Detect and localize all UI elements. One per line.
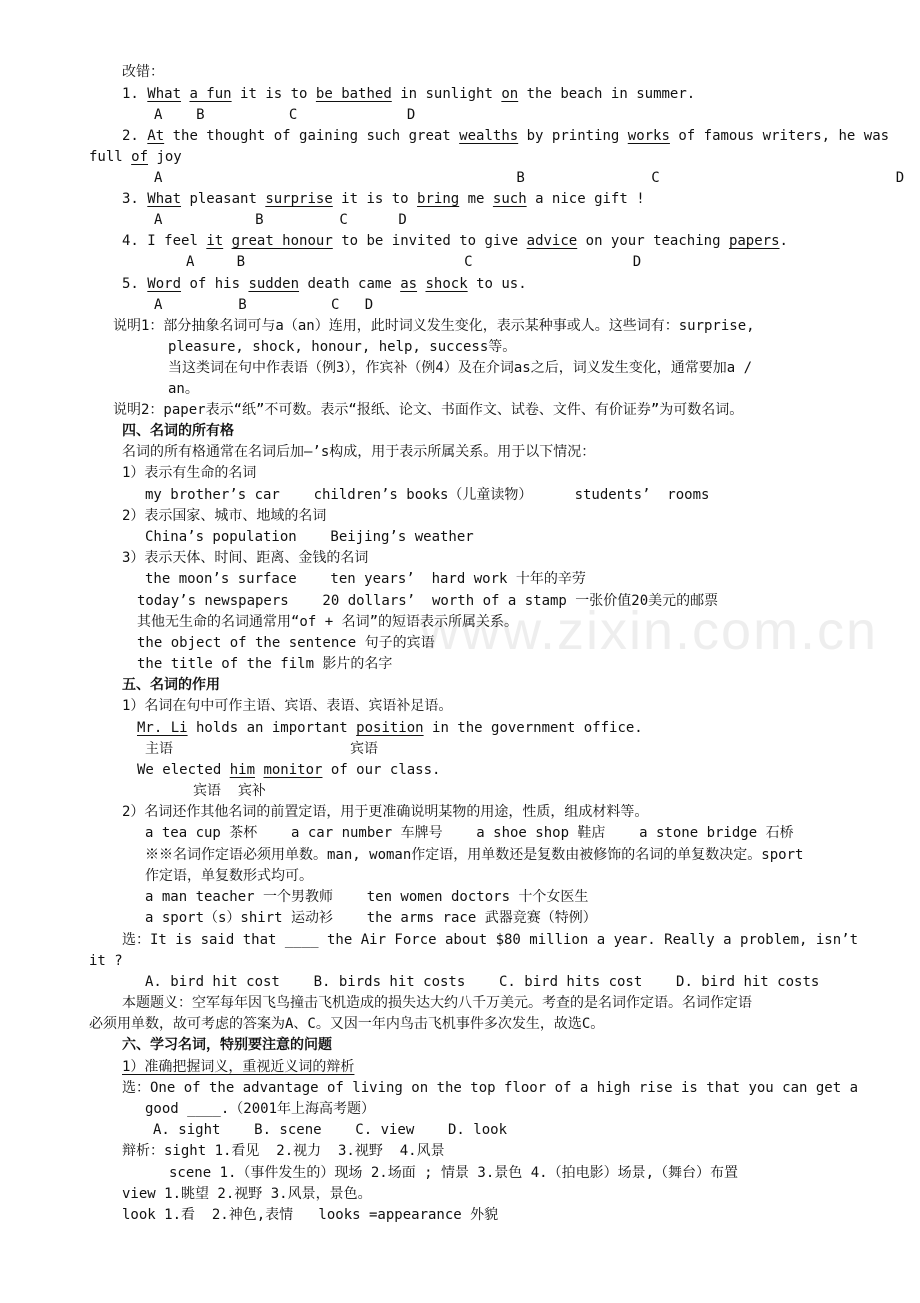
section-4-point-2-example: China’s population Beijing’s weather bbox=[145, 529, 474, 545]
section-4-point-1: 1）表示有生命的名词 bbox=[122, 465, 257, 481]
section-5-example-2: We elected him monitor of our class. bbox=[137, 762, 441, 778]
section-4-point-3-example-3: 其他无生命的名词通常用“of + 名词”的短语表示所属关系。 bbox=[137, 614, 518, 630]
section-5-example-1-labels: 主语 宾语 bbox=[145, 741, 379, 757]
exercise-item-5: 5. Word of his sudden death came as shock to us. bbox=[122, 276, 527, 292]
section-5-example-1: Mr. Li holds an important position in the government office. bbox=[137, 720, 643, 736]
section-header: 改错： bbox=[122, 64, 164, 80]
exercise-item-1-letters: A B C D bbox=[154, 107, 416, 123]
exercise-item-5-letters: A B C D bbox=[154, 297, 374, 313]
section-5-example-2-labels: 宾语 宾补 bbox=[193, 783, 266, 799]
question-1-explanation-line-1: 本题题义：空军每年因飞鸟撞击飞机造成的损失达大约八千万美元。考查的是名词作定语。名词作定语 bbox=[122, 995, 752, 1011]
exercise-item-4: 4. I feel it great honour to be invited to give advice on your teaching papers. bbox=[122, 233, 788, 249]
section-5-point-2-example-2: a man teacher 一个男教师 ten women doctors 十个女医生 bbox=[145, 889, 589, 905]
exercise-item-3-letters: A B C D bbox=[154, 212, 407, 228]
section-4-point-3-example-2: today’s newspapers 20 dollars’ worth of a stamp 一张价值20美元的邮票 bbox=[137, 593, 719, 609]
section-4-point-3-example-4: the object of the sentence 句子的宾语 bbox=[137, 635, 435, 651]
exercise-item-2-continued: full of joy bbox=[89, 149, 182, 165]
section-4-point-2: 2）表示国家、城市、地域的名词 bbox=[122, 508, 327, 524]
question-1-line-2: it ? bbox=[89, 953, 123, 969]
question-2-line-1: 选：One of the advantage of living on the top floor of a high rise is that you can get a bbox=[122, 1080, 859, 1096]
section-4-title: 四、名词的所有格 bbox=[122, 423, 234, 439]
question-1-line-1: 选：It is said that ____ the Air Force about $80 million a year. Really a problem, isn’t bbox=[122, 932, 859, 948]
exercise-item-2: 2. At the thought of gaining such great wealths by printing works of famous writers, he was bbox=[122, 128, 890, 144]
section-5-point-1: 1）名词在句中可作主语、宾语、表语、宾语补足语。 bbox=[122, 698, 453, 714]
discrimination-view: view 1.眺望 2.视野 3.风景，景色。 bbox=[122, 1186, 372, 1202]
section-5-point-2: 2）名词还作其他名词的前置定语，用于更准确说明某物的用途，性质，组成材料等。 bbox=[122, 804, 649, 820]
exercise-item-4-letters: A B C D bbox=[186, 254, 642, 270]
section-4-point-1-example: my brother’s car children’s books（儿童读物） students’ rooms bbox=[145, 487, 710, 503]
note-1-line-2: pleasure, shock, honour, help, success等。 bbox=[168, 339, 517, 355]
section-5-point-2-example-3: a sport（s）shirt 运动衫 the arms race 武器竞赛（特例） bbox=[145, 910, 597, 926]
section-5-title: 五、名词的作用 bbox=[122, 677, 220, 693]
note-2: 说明2：paper表示“纸”不可数。表示“报纸、论文、书面作文、试卷、文件、有价证券”为可数名词。 bbox=[113, 402, 744, 418]
exercise-item-3: 3. What pleasant surprise it is to bring me such a nice gift ! bbox=[122, 191, 645, 207]
exercise-item-1: 1. What a fun it is to be bathed in sunlight on the beach in summer. bbox=[122, 86, 696, 102]
section-5-point-2-examples: a tea cup 茶杯 a car number 车牌号 a shoe shop 鞋店 a stone bridge 石桥 bbox=[145, 825, 794, 841]
section-4-point-3-example-1: the moon’s surface ten years’ hard work 十年的辛劳 bbox=[145, 571, 586, 587]
watermark: www.zixin.com.cn bbox=[420, 601, 879, 661]
discrimination-sight: 辩析：sight 1.看见 2.视力 3.视野 4.风景 bbox=[122, 1143, 445, 1159]
section-5-point-2-note-line-1: ※※名词作定语必须用单数。man, woman作定语，用单数还是复数由被修饰的名词的单复数决定。sport bbox=[145, 847, 804, 863]
section-6-title: 六、学习名词，特别要注意的问题 bbox=[122, 1037, 332, 1053]
note-1-line-4: an。 bbox=[168, 381, 199, 397]
section-4-point-3-example-5: the title of the film 影片的名字 bbox=[137, 656, 393, 672]
discrimination-look: look 1.看 2.神色,表情 looks =appearance 外貌 bbox=[122, 1207, 499, 1223]
section-4-point-3: 3）表示天体、时间、距离、金钱的名词 bbox=[122, 550, 369, 566]
note-1-line-1: 说明1：部分抽象名词可与a（an）连用，此时词义发生变化，表示某种事或人。这些词有：surprise, bbox=[113, 318, 755, 334]
note-1-line-3: 当这类词在句中作表语（例3），作宾补（例4）及在介词as之后，词义发生变化，通常要加a / bbox=[168, 360, 752, 376]
question-1-explanation-line-2: 必须用单数，故可考虑的答案为A、C。又因一年内鸟击飞机事件多次发生，故选C。 bbox=[89, 1016, 605, 1032]
question-1-options: A. bird hit cost B. birds hit costs C. bird hits cost D. bird hit costs bbox=[145, 974, 820, 990]
exercise-item-2-letters: A B C D bbox=[154, 170, 905, 186]
question-2-options: A. sight B. scene C. view D. look bbox=[153, 1122, 508, 1138]
section-6-point-1: 1）准确把握词义，重视近义词的辩析 bbox=[122, 1059, 355, 1075]
question-2-line-2: good ____.（2001年上海高考题） bbox=[145, 1101, 376, 1117]
discrimination-scene: scene 1.（事件发生的）现场 2.场面 ; 情景 3.景色 4.（拍电影）场景,（舞台）布置 bbox=[169, 1165, 739, 1181]
section-5-point-2-note-line-2: 作定语，单复数形式均可。 bbox=[145, 868, 313, 884]
section-4-intro: 名词的所有格通常在名词后加—’s构成，用于表示所属关系。用于以下情况： bbox=[122, 444, 596, 460]
